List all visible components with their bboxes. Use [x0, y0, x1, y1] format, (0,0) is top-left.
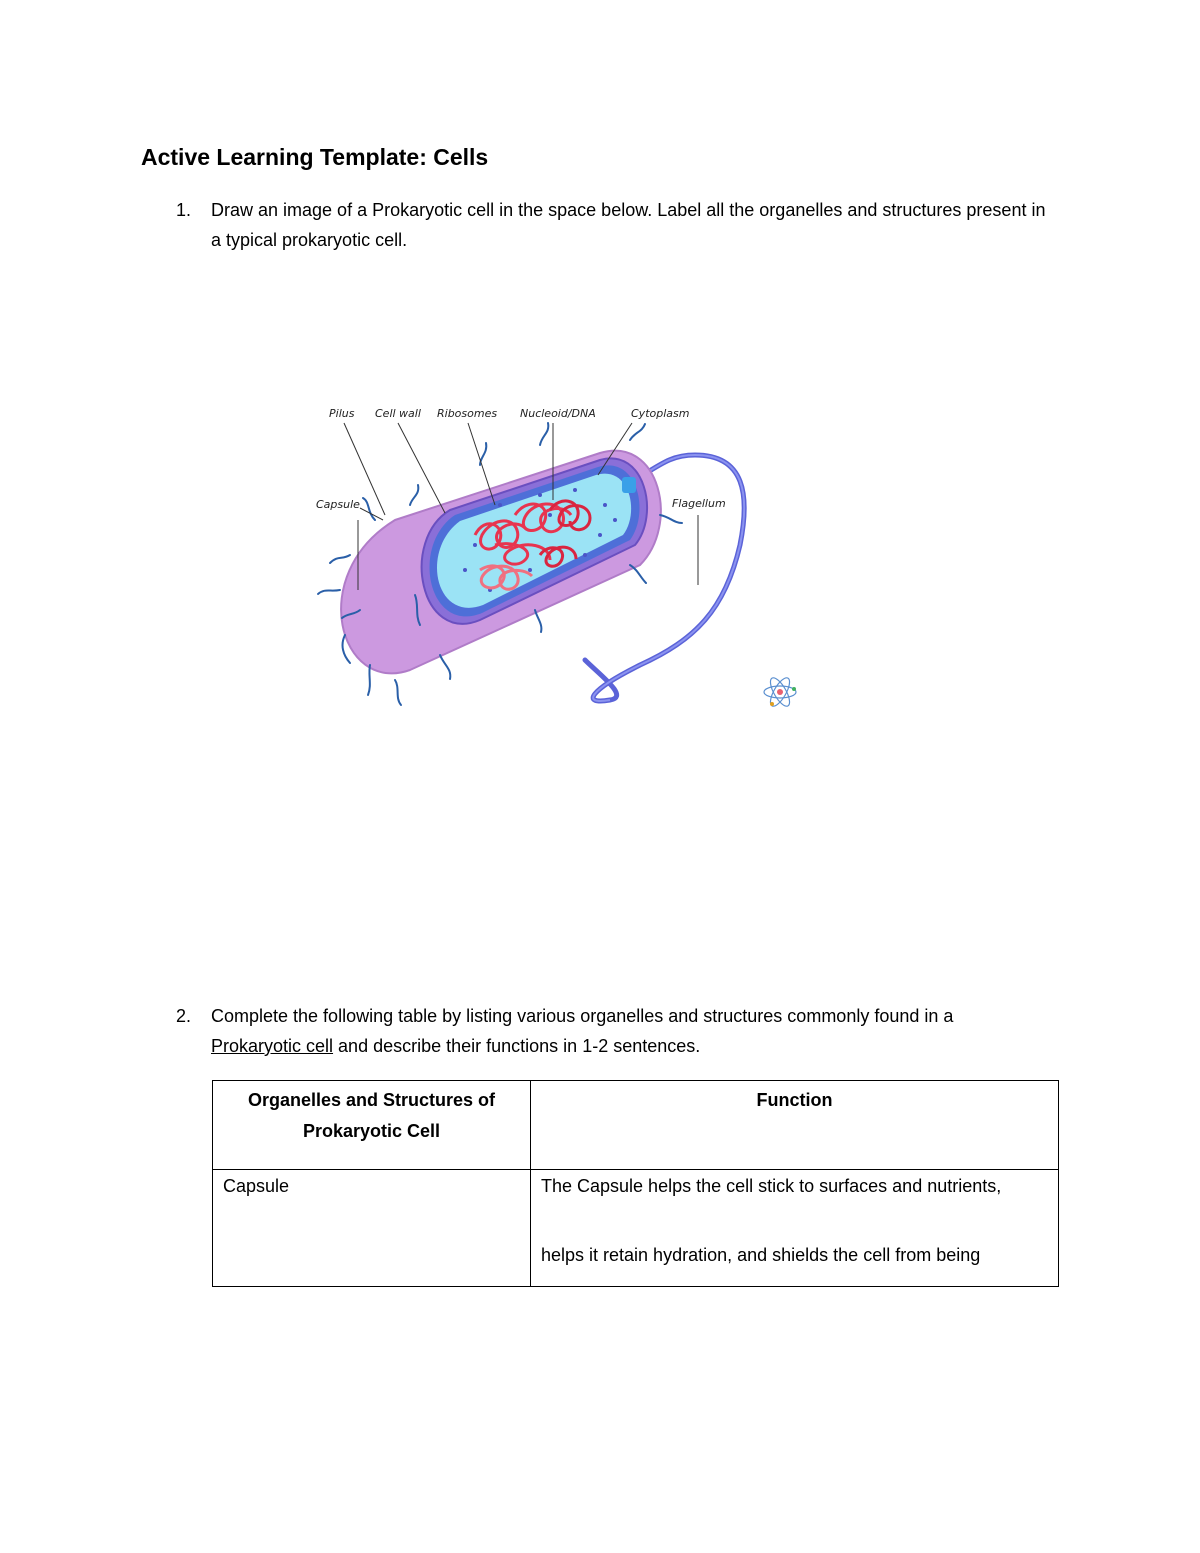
- label-nucleoid: Nucleoid/DNA: [520, 407, 596, 420]
- question-text: Draw an image of a Prokaryotic cell in the space below. Label all the organelles and structures present in a typical prokaryotic cell.: [211, 200, 1046, 250]
- question-text: [211, 1001, 1046, 1061]
- cell-function[interactable]: [531, 1170, 1059, 1287]
- header-structures: Organelles and Structures of Prokaryotic Cell: [213, 1081, 531, 1170]
- label-cytoplasm: Cytoplasm: [631, 407, 690, 420]
- label-capsule: Capsule: [316, 498, 360, 511]
- table-header-row: [213, 1081, 1059, 1170]
- question-number: 1.: [176, 200, 192, 220]
- atom-icon: [764, 675, 796, 709]
- table-row: [213, 1170, 1059, 1287]
- prokaryotic-cell-diagram: [300, 395, 810, 720]
- label-ribosomes: Ribosomes: [437, 407, 498, 420]
- question-text-part: Complete the following table by listing various organelles and structures commonly found in a: [211, 1006, 954, 1026]
- cell-structure[interactable]: Capsule: [213, 1170, 531, 1287]
- label-flagellum: Flagellum: [672, 497, 726, 510]
- function-text-line: The Capsule helps the cell stick to surfaces and nutrients,: [541, 1176, 1002, 1196]
- flagellum-base: [622, 477, 636, 493]
- question-number: 2.: [176, 1006, 192, 1026]
- label-cell-wall: Cell wall: [375, 407, 421, 420]
- organelle-function-table: [212, 1080, 1059, 1287]
- label-pilus: Pilus: [329, 407, 355, 420]
- underlined-term: Prokaryotic cell: [211, 1036, 334, 1056]
- question-text-part: and describe their functions in 1-2 sentences.: [333, 1036, 701, 1056]
- page-title: Active Learning Template: Cells: [141, 144, 489, 170]
- function-text-line: helps it retain hydration, and shields the cell from being: [541, 1245, 981, 1265]
- header-function: Function: [531, 1081, 1059, 1170]
